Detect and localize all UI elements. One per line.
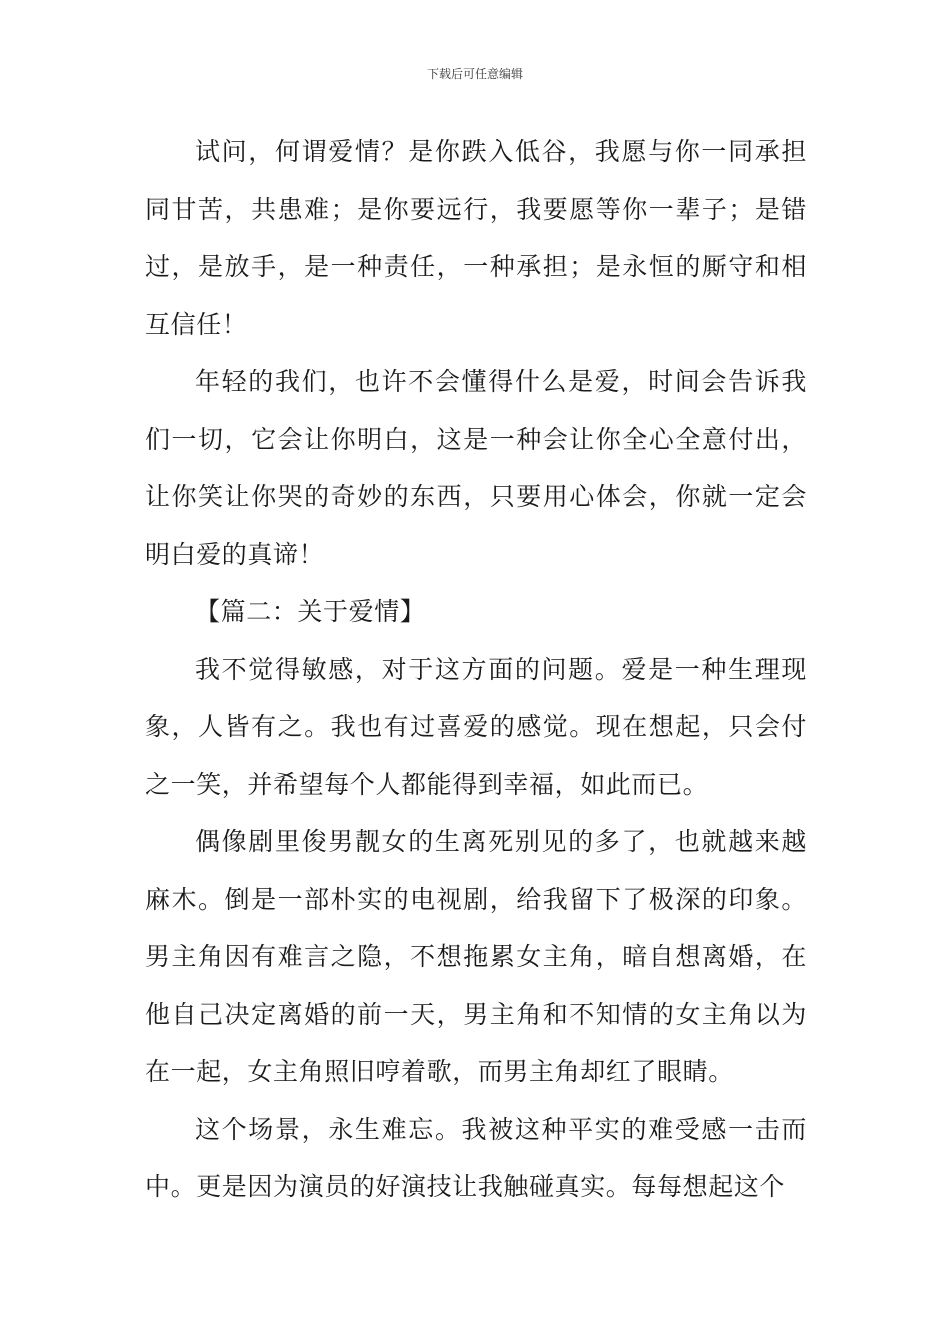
document-body — [145, 123, 807, 1216]
paragraph-scene: 这个场景，永生难忘。我被这种平实的难受感一击而中。更是因为演员的好演技让我触碰真实。每每想起这个 — [145, 1114, 807, 1201]
paragraph-young-us: 年轻的我们，也许不会懂得什么是爱，时间会告诉我们一切，它会让你明白，这是一种会让你全心全意付出，让你笑让你哭的奇妙的东西，只要用心体会，你就一定会明白爱的真谛！ — [145, 367, 807, 569]
paragraph-what-is-love: 试问，何谓爱情？是你跌入低谷，我愿与你一同承担同甘苦，共患难；是你要远行，我要愿等你一辈子；是错过，是放手，是一种责任，一种承担；是永恒的厮守和相互信任！ — [145, 137, 807, 339]
page-header: 下载后可任意编辑 — [426, 67, 523, 81]
section-title: 【篇二：关于爱情】 — [195, 597, 426, 626]
paragraph-idol-drama: 偶像剧里俊男靓女的生离死别见的多了，也就越来越麻木。倒是一部朴实的电视剧，给我留下了极深的印象。男主角因有难言之隐，不想拖累女主角，暗自想离婚，在他自己决定离婚的前一天，男主角和不知情的女主角以为在一起，女主角照旧哼着歌，而男主角却红了眼睛。 — [145, 827, 807, 1086]
paragraph-not-sensitive: 我不觉得敏感，对于这方面的问题。爱是一种生理现象，人皆有之。我也有过喜爱的感觉。现在想起，只会付之一笑，并希望每个人都能得到幸福，如此而已。 — [145, 654, 807, 799]
